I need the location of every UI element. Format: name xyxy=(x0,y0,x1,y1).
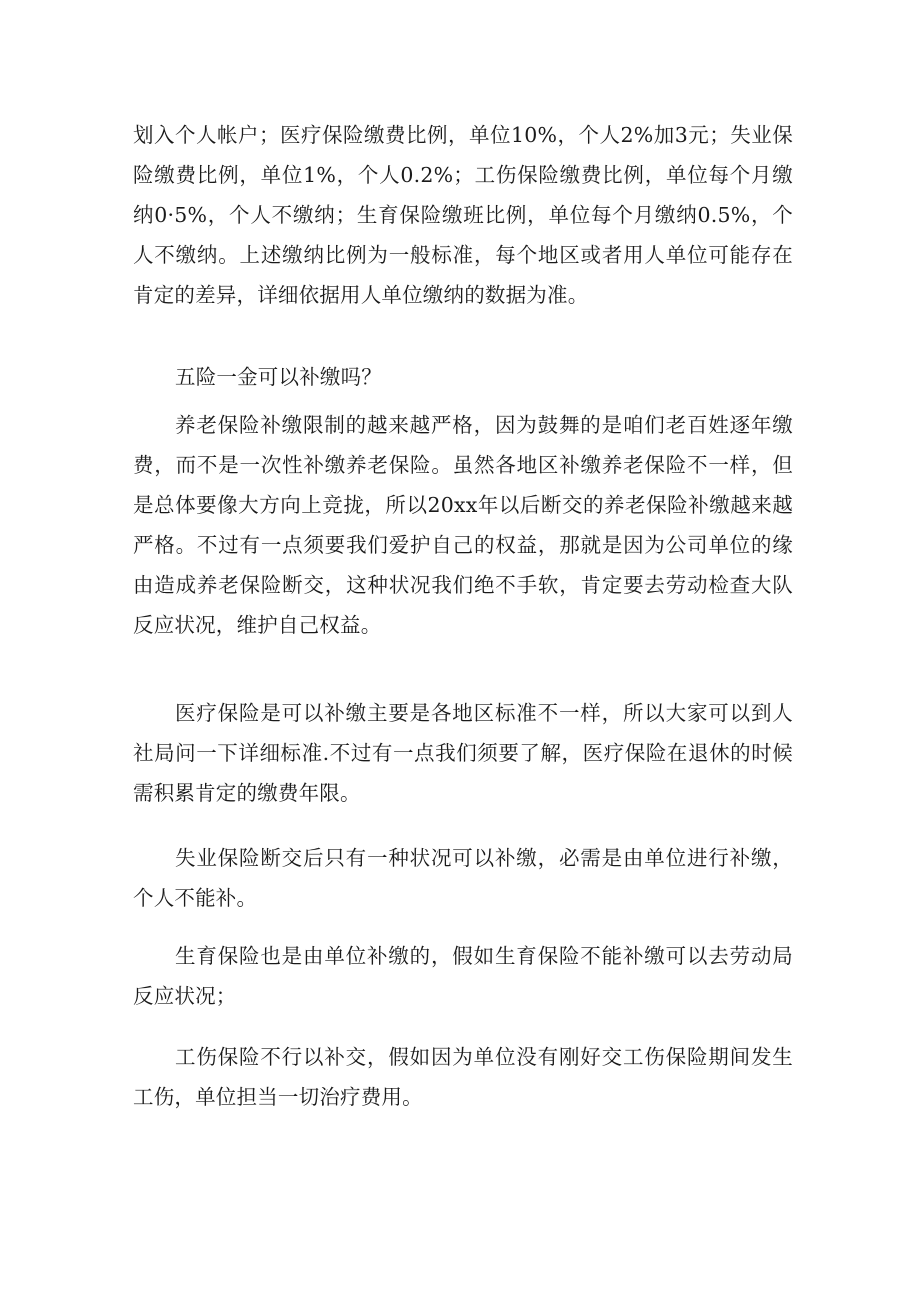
section-heading-back-payment: 五险一金可以补缴吗？ xyxy=(175,365,382,389)
paragraph-pension-insurance: 养老保险补缴限制的越来越严格，因为鼓舞的是咱们老百姓逐年缴费，而不是一次性补缴养老保险。虽然各地区补缴养老保险不一样，但是总体要像大方向上竞拢，所以20xx年以后断交的养老保险补缴越来越严格。不过有一点须要我们爱护自己的权益，那就是因为公司单位的缘由造成养老保险断交，这种状况我们绝不手软，肯定要去劳动检查大队反应状况，维护自己权益。 xyxy=(133,413,793,637)
paragraph-medical-insurance: 医疗保险是可以补缴主要是各地区标准不一样，所以大家可以到人社局问一下详细标准.不过有一点我们须要了解，医疗保险在退休的时候需积累肯定的缴费年限。 xyxy=(133,701,793,805)
paragraph-work-injury-insurance: 工伤保险不行以补交，假如因为单位没有刚好交工伤保险期间发生工伤，单位担当一切治疗费用。 xyxy=(133,1045,793,1109)
paragraph-unemployment-insurance: 失业保险断交后只有一种状况可以补缴，必需是由单位进行补缴，个人不能补。 xyxy=(133,846,793,910)
paragraph-contribution-rates: 划入个人帐户；医疗保险缴费比例，单位10%，个人2%加3元；失业保险缴费比例，单位1%，个人0.2%；工伤保险缴费比例，单位每个月缴纳0·5%，个人不缴纳；生育保险缴班比例，单位每个月缴纳0.5%，个人不缴纳。上述缴纳比例为一般标准，每个地区或者用人单位可能存在肯定的差异，详细依据用人单位缴纳的数据为准。 xyxy=(133,123,793,307)
paragraph-maternity-insurance: 生育保险也是由单位补缴的，假如生育保险不能补缴可以去劳动局反应状况； xyxy=(133,944,793,1008)
